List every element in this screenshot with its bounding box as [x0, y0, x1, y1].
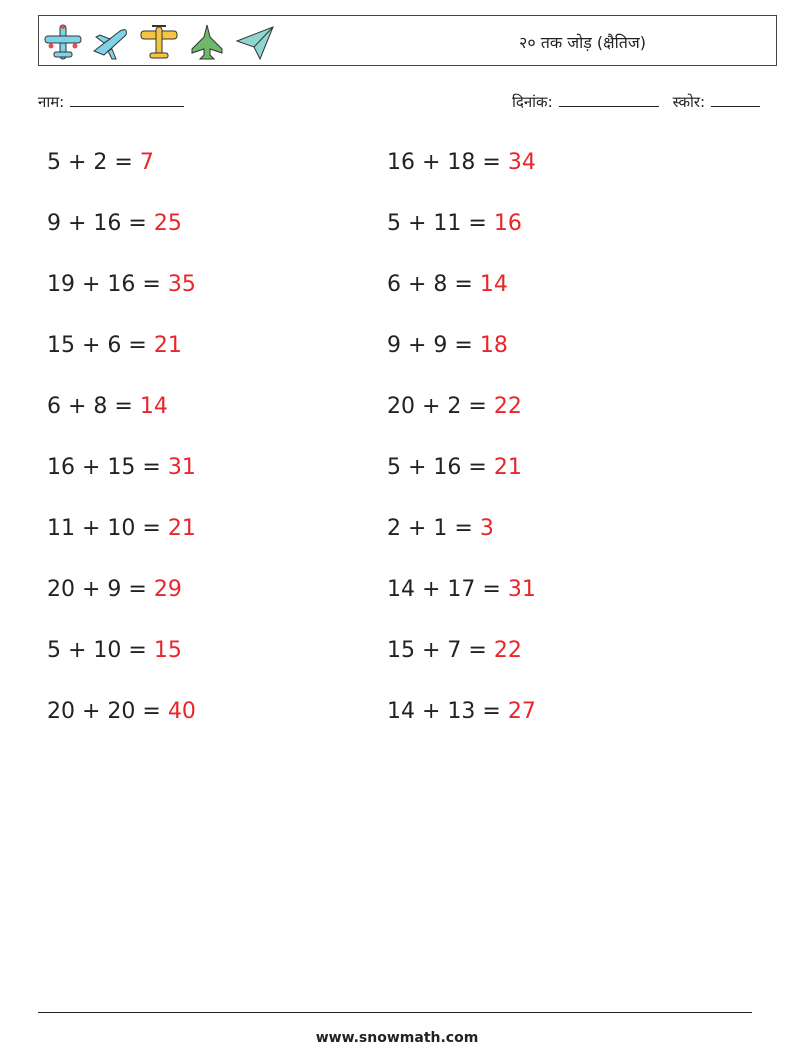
problem-answer: 21: [167, 516, 196, 541]
problem-expression: 15 + 7 =: [387, 638, 494, 663]
problem-expression: 20 + 2 =: [387, 394, 494, 419]
worksheet-title: २० तक जोड़ (क्षैतिज): [519, 33, 646, 52]
problem-answer: 21: [493, 455, 522, 480]
fighter-jet-icon: [186, 21, 228, 63]
date-label: दिनांक:: [512, 93, 553, 111]
problem-item: [47, 640, 182, 662]
problem-item: [387, 396, 522, 418]
problem-expression: 19 + 16 =: [47, 272, 168, 297]
propeller-plane-icon: [138, 21, 180, 63]
icon-strip: [42, 21, 276, 63]
problem-expression: 6 + 8 =: [47, 394, 140, 419]
problem-answer: 40: [167, 699, 196, 724]
problem-answer: 14: [139, 394, 168, 419]
problem-item: [387, 579, 536, 601]
problem-expression: 5 + 10 =: [47, 638, 154, 663]
problem-expression: 14 + 13 =: [387, 699, 508, 724]
problem-answer: 3: [479, 516, 494, 541]
problem-expression: 16 + 15 =: [47, 455, 168, 480]
problem-answer: 16: [493, 211, 522, 236]
problem-item: [47, 579, 182, 601]
problem-answer: 18: [479, 333, 508, 358]
problem-item: [387, 457, 522, 479]
problem-item: [47, 457, 196, 479]
problem-expression: 6 + 8 =: [387, 272, 480, 297]
problem-expression: 5 + 11 =: [387, 211, 494, 236]
problem-expression: 20 + 9 =: [47, 577, 154, 602]
footer-url: www.snowmath.com: [315, 1030, 479, 1046]
problem-expression: 9 + 9 =: [387, 333, 480, 358]
paper-plane-icon: [234, 21, 276, 63]
score-blank[interactable]: [711, 92, 760, 107]
problem-item: [47, 274, 196, 296]
problem-answer: 25: [153, 211, 182, 236]
problem-item: [47, 213, 182, 235]
problem-item: [387, 335, 508, 357]
problem-answer: 22: [493, 638, 522, 663]
problem-item: [387, 213, 522, 235]
date-blank[interactable]: [559, 92, 659, 107]
problem-expression: 5 + 16 =: [387, 455, 494, 480]
problem-expression: 11 + 10 =: [47, 516, 168, 541]
problem-expression: 5 + 2 =: [47, 150, 140, 175]
problem-answer: 15: [153, 638, 182, 663]
problem-item: [387, 518, 494, 540]
problem-expression: 9 + 16 =: [47, 211, 154, 236]
problem-answer: 31: [167, 455, 196, 480]
problem-answer: 31: [507, 577, 536, 602]
problem-answer: 21: [153, 333, 182, 358]
problem-answer: 34: [507, 150, 536, 175]
problem-expression: 16 + 18 =: [387, 150, 508, 175]
problem-expression: 2 + 1 =: [387, 516, 480, 541]
problem-expression: 15 + 6 =: [47, 333, 154, 358]
problem-answer: 35: [167, 272, 196, 297]
problem-item: [47, 152, 154, 174]
problem-answer: 14: [479, 272, 508, 297]
problem-answer: 7: [139, 150, 154, 175]
problem-item: [47, 701, 196, 723]
name-blank[interactable]: [70, 92, 184, 107]
date-score-fields: [512, 92, 760, 112]
name-field: [38, 92, 184, 112]
problem-item: [387, 640, 522, 662]
airplane-icon: [42, 21, 84, 63]
problem-expression: 14 + 17 =: [387, 577, 508, 602]
problem-answer: 22: [493, 394, 522, 419]
name-label: नाम:: [38, 93, 65, 111]
footer-divider: [38, 1012, 752, 1013]
problem-item: [47, 518, 196, 540]
header-box: [38, 15, 777, 66]
score-label: स्कोर:: [672, 93, 706, 111]
problem-item: [47, 335, 182, 357]
jet-icon: [90, 21, 132, 63]
problem-item: [387, 152, 536, 174]
problem-expression: 20 + 20 =: [47, 699, 168, 724]
problem-answer: 27: [507, 699, 536, 724]
problem-answer: 29: [153, 577, 182, 602]
problem-item: [387, 701, 536, 723]
problem-item: [387, 274, 508, 296]
problem-item: [47, 396, 168, 418]
